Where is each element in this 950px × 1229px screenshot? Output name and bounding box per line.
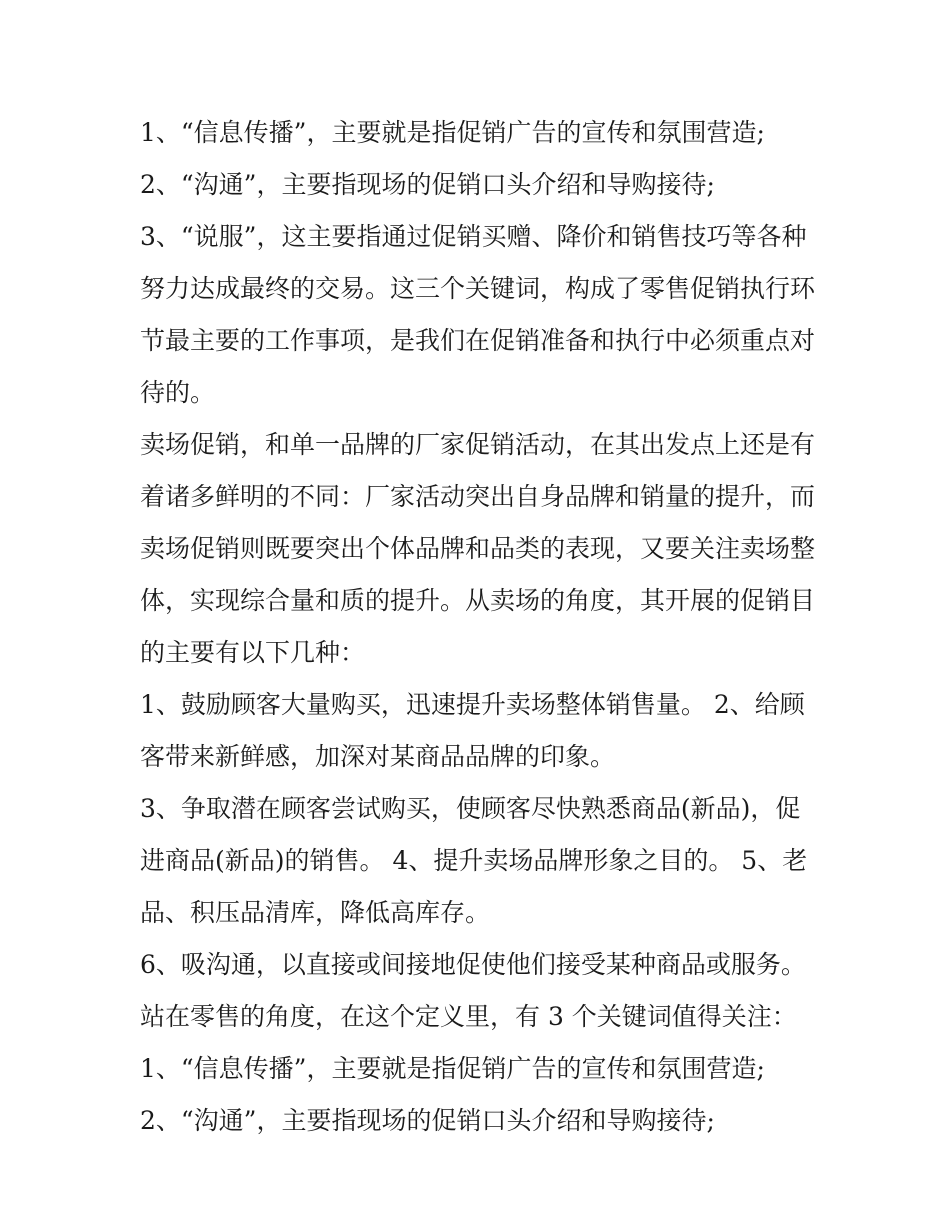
text-line: 2、“沟通”，主要指现场的促销口头介绍和导购接待; xyxy=(140,170,715,199)
text-line: 着诸多鲜明的不同：厂家活动突出自身品牌和销量的提升，而 xyxy=(140,482,816,511)
text-line: 3、“说服”，这主要指通过促销买赠、降价和销售技巧等各种 xyxy=(140,222,807,251)
text-line: 站在零售的角度，在这个定义里，有 3 个关键词值得关注： xyxy=(140,1002,797,1031)
text-line: 3、争取潜在顾客尝试购买，使顾客尽快熟悉商品(新品)，促 xyxy=(140,794,801,823)
text-line: 进商品(新品)的销售。 4、提升卖场品牌形象之目的。 5、老 xyxy=(140,846,808,875)
text-line: 的主要有以下几种： xyxy=(140,638,366,667)
text-line: 2、“沟通”，主要指现场的促销口头介绍和导购接待; xyxy=(140,1106,715,1135)
text-line: 1、“信息传播”，主要就是指促销广告的宣传和氛围营造; xyxy=(140,1054,765,1083)
text-line: 卖场促销，和单一品牌的厂家促销活动，在其出发点上还是有 xyxy=(140,430,816,459)
document-body xyxy=(140,107,820,1147)
text-line: 客带来新鲜感，加深对某商品品牌的印象。 xyxy=(140,742,616,771)
text-line: 卖场促销则既要突出个体品牌和品类的表现，又要关注卖场整 xyxy=(140,534,816,563)
text-line: 待的。 xyxy=(140,378,216,407)
text-line: 努力达成最终的交易。这三个关键词，构成了零售促销执行环 xyxy=(140,274,816,303)
text-line: 1、鼓励顾客大量购买，迅速提升卖场整体销售量。 2、给顾 xyxy=(140,690,805,719)
text-line: 体，实现综合量和质的提升。从卖场的角度，其开展的促销目 xyxy=(140,586,816,615)
text-line: 6、吸沟通，以直接或间接地促使他们接受某种商品或服务。 xyxy=(140,950,806,979)
text-line: 节最主要的工作事项，是我们在促销准备和执行中必须重点对 xyxy=(140,326,816,355)
text-line: 1、“信息传播”，主要就是指促销广告的宣传和氛围营造; xyxy=(140,118,765,147)
text-line: 品、积压品清库，降低高库存。 xyxy=(140,898,491,927)
